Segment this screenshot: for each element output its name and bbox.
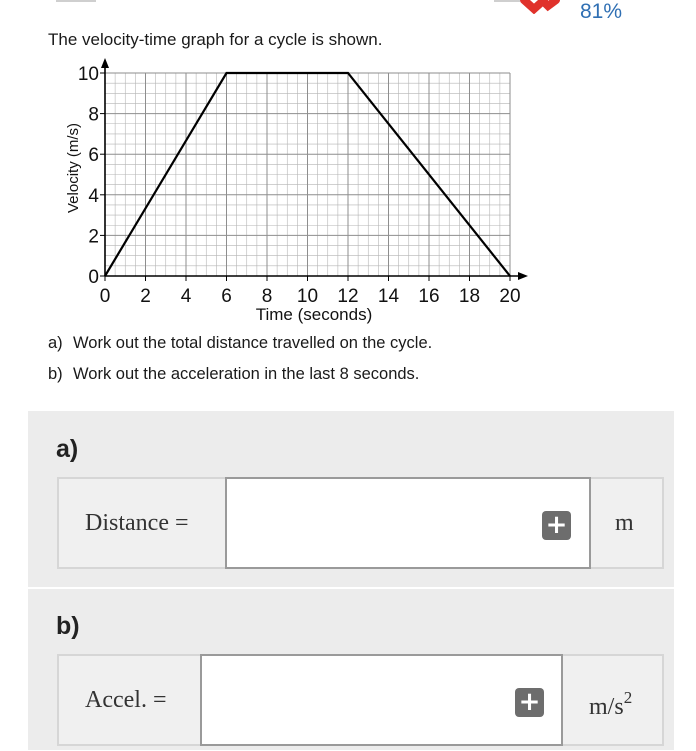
velocity-data-point	[509, 275, 511, 277]
x-tick-label: 0	[99, 286, 111, 307]
x-tick-label: 18	[458, 286, 481, 307]
distance-row	[57, 477, 664, 569]
y-axis-label: Velocity (m/s)	[65, 122, 82, 214]
distance-input[interactable]	[225, 477, 591, 569]
question-part-a	[48, 334, 432, 353]
y-axis-arrow-icon	[101, 58, 109, 68]
x-tick-label: 10	[296, 286, 319, 307]
top-divider	[494, 0, 520, 2]
part-a-text: Work out the total distance travelled on the cycle.	[73, 334, 433, 352]
x-tick-label: 20	[499, 286, 521, 307]
distance-label: Distance =	[85, 510, 189, 536]
y-tick-label: 10	[77, 64, 99, 85]
x-tick-label: 14	[377, 286, 400, 307]
x-tick-label: 16	[418, 286, 440, 307]
velocity-data-point	[104, 275, 106, 277]
y-tick-label: 0	[88, 267, 99, 288]
velocity-time-graph	[60, 54, 540, 329]
x-tick-label: 6	[221, 286, 232, 307]
answer-panel-a	[28, 411, 674, 587]
velocity-data-point	[347, 72, 349, 74]
acceleration-unit	[589, 656, 632, 744]
acceleration-label: Accel. =	[85, 687, 167, 713]
answer-panel-b	[28, 589, 674, 750]
x-tick-label: 4	[180, 286, 192, 307]
insert-symbol-button[interactable]: +	[542, 511, 571, 540]
top-bar	[0, 0, 696, 22]
acceleration-unit-base: m/s	[589, 694, 624, 720]
answer-part-a-label: a)	[56, 435, 79, 463]
y-tick-label: 2	[88, 226, 99, 248]
part-b-marker: b)	[48, 365, 63, 383]
x-tick-label: 12	[337, 286, 359, 307]
x-tick-label: 2	[140, 286, 151, 307]
x-tick-label: 8	[261, 286, 273, 307]
insert-symbol-button[interactable]: +	[515, 688, 544, 717]
y-tick-label: 6	[88, 145, 99, 167]
question-part-b	[48, 365, 419, 384]
wrong-cross-icon	[520, 0, 562, 14]
distance-unit: m	[615, 510, 634, 536]
answer-part-b-label: b)	[56, 612, 80, 640]
part-b-text: Work out the acceleration in the last 8 seconds.	[73, 365, 420, 383]
y-tick-label: 8	[88, 104, 99, 126]
x-axis-arrow-icon	[518, 272, 528, 280]
question-prompt: The velocity-time graph for a cycle is shown.	[48, 30, 383, 49]
top-divider	[56, 0, 96, 2]
score-percentage: 81%	[580, 0, 623, 23]
part-a-marker: a)	[48, 334, 63, 352]
y-tick-label: 4	[88, 185, 99, 207]
acceleration-unit-exponent: 2	[623, 688, 633, 707]
x-axis-label: Time (seconds)	[255, 305, 373, 324]
acceleration-input[interactable]	[200, 654, 563, 746]
acceleration-row	[57, 654, 664, 746]
velocity-data-point	[226, 72, 228, 74]
